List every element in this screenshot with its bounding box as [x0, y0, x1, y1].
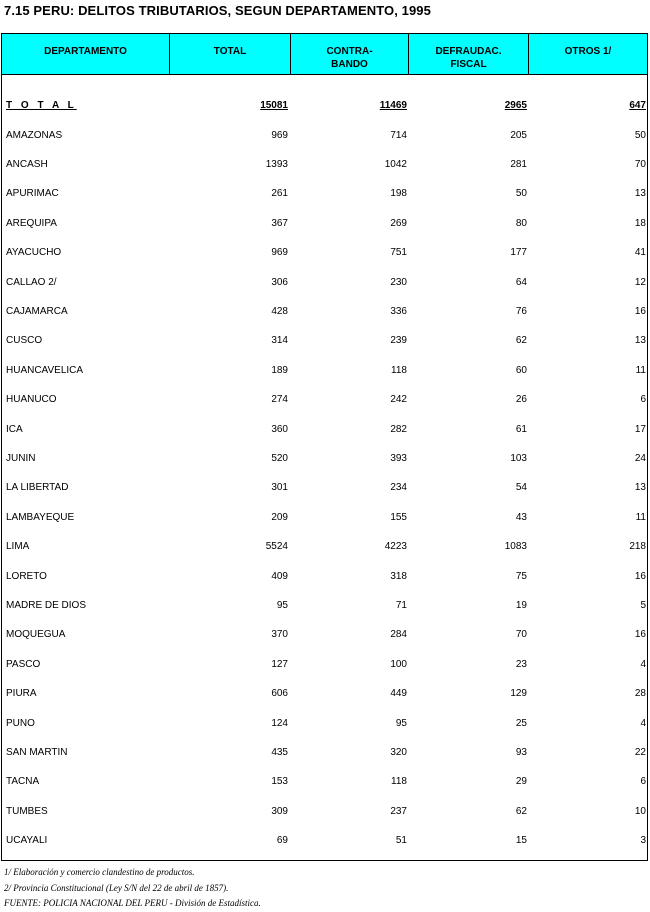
department-cell: APURIMAC: [6, 188, 59, 199]
defraudac-cell: 43: [515, 512, 527, 523]
table-row: [2, 305, 647, 319]
total-cell: 261: [271, 188, 288, 199]
department-cell: TACNA: [6, 776, 40, 787]
table-row: [2, 628, 647, 642]
table-row: [2, 540, 647, 554]
contrabando-cell: 237: [390, 806, 407, 817]
header-defraudac-fiscal: DEFRAUDAC. FISCAL: [409, 34, 529, 74]
contrabando-cell: 320: [390, 747, 407, 758]
table-row: [2, 717, 647, 731]
otros-cell: 4: [640, 718, 646, 729]
defraudac-cell: 26: [515, 394, 527, 405]
footnote-line: 1/ Elaboración y comercio clandestino de productos.: [4, 867, 195, 877]
table-row: [2, 129, 647, 143]
total-otros: 647: [629, 100, 646, 111]
otros-cell: 4: [640, 659, 646, 670]
contrabando-cell: 449: [390, 688, 407, 699]
table-row: [2, 158, 647, 172]
table-row: [2, 658, 647, 672]
defraudac-cell: 54: [515, 482, 527, 493]
department-cell: ANCASH: [6, 159, 48, 170]
contrabando-cell: 282: [390, 424, 407, 435]
otros-cell: 11: [635, 512, 646, 523]
footnote-line: 2/ Provincia Constitucional (Ley S/N del 22 de abril de 1857).: [4, 882, 229, 893]
defraudac-cell: 70: [515, 629, 527, 640]
table-row: [2, 481, 647, 495]
header-contrabando: CONTRA- BANDO: [291, 34, 409, 74]
contrabando-cell: 155: [390, 512, 407, 523]
total-cell: 435: [271, 747, 288, 758]
table-row: [2, 423, 647, 437]
contrabando-cell: 242: [390, 394, 407, 405]
otros-cell: 50: [634, 130, 646, 141]
department-cell: ICA: [6, 424, 23, 435]
total-cell: 360: [271, 424, 288, 435]
total-cell: 306: [271, 277, 288, 288]
department-cell: JUNIN: [6, 453, 36, 464]
total-contrabando: 11469: [379, 100, 407, 111]
otros-cell: 13: [634, 482, 646, 493]
department-cell: SAN MARTIN: [6, 747, 68, 758]
otros-cell: 6: [640, 394, 646, 405]
total-cell: 301: [271, 482, 288, 493]
total-total: 15081: [260, 100, 288, 111]
otros-cell: 5: [640, 600, 646, 611]
defraudac-cell: 15: [515, 835, 527, 846]
defraudac-cell: 93: [515, 747, 527, 758]
table-row: [2, 246, 647, 260]
table-row: [2, 217, 647, 231]
department-cell: LA LIBERTAD: [6, 482, 69, 493]
defraudac-cell: 75: [515, 571, 527, 582]
table-row: [2, 775, 647, 789]
department-cell: MADRE DE DIOS: [6, 600, 87, 611]
total-row: [2, 99, 647, 113]
header-total: TOTAL: [170, 34, 291, 74]
department-cell: PIURA: [6, 688, 37, 699]
department-cell: LAMBAYEQUE: [6, 512, 75, 523]
contrabando-cell: 269: [390, 218, 407, 229]
page-title: 7.15 PERU: DELITOS TRIBUTARIOS, SEGUN DEPARTAMENTO, 1995: [4, 3, 431, 18]
total-cell: 1393: [265, 159, 288, 170]
otros-cell: 18: [634, 218, 646, 229]
contrabando-cell: 393: [390, 453, 407, 464]
table-row: [2, 570, 647, 584]
total-label: T O T A L: [6, 100, 77, 111]
otros-cell: 28: [634, 688, 646, 699]
defraudac-cell: 129: [510, 688, 527, 699]
department-cell: MOQUEGUA: [6, 629, 66, 640]
header-otros: OTROS 1/: [564, 46, 612, 57]
total-cell: 309: [271, 806, 288, 817]
defraudac-cell: 29: [515, 776, 527, 787]
contrabando-cell: 714: [390, 130, 407, 141]
department-cell: LORETO: [6, 571, 47, 582]
otros-cell: 41: [634, 247, 646, 258]
department-cell: CUSCO: [6, 335, 43, 346]
total-cell: 314: [271, 335, 288, 346]
otros-cell: 24: [634, 453, 646, 464]
total-cell: 367: [271, 218, 288, 229]
footnote-line: FUENTE: POLICIA NACIONAL DEL PERU - División de Estadística.: [4, 898, 261, 908]
otros-cell: 3: [640, 835, 646, 846]
department-cell: AREQUIPA: [6, 218, 57, 229]
otros-cell: 13: [634, 188, 646, 199]
table-row: [2, 805, 647, 819]
footnotes: [4, 865, 261, 912]
contrabando-cell: 239: [390, 335, 407, 346]
defraudac-cell: 205: [510, 130, 527, 141]
contrabando-cell: 336: [390, 306, 407, 317]
contrabando-cell: 100: [390, 659, 407, 670]
contrabando-cell: 118: [391, 776, 407, 787]
otros-cell: 13: [634, 335, 646, 346]
total-defraudac: 2965: [504, 100, 527, 111]
department-cell: AMAZONAS: [6, 130, 63, 141]
department-cell: CAJAMARCA: [6, 306, 68, 317]
total-cell: 5524: [265, 541, 288, 552]
table-row: [2, 393, 647, 407]
otros-cell: 16: [634, 306, 646, 317]
table-row: [2, 187, 647, 201]
data-table: [1, 33, 648, 861]
total-cell: 95: [276, 600, 288, 611]
total-cell: 428: [271, 306, 288, 317]
contrabando-cell: 95: [395, 718, 407, 729]
table-row: [2, 687, 647, 701]
otros-cell: 218: [629, 541, 646, 552]
department-cell: HUANCAVELICA: [6, 365, 84, 376]
total-cell: 189: [271, 365, 288, 376]
defraudac-cell: 177: [510, 247, 527, 258]
contrabando-cell: 51: [395, 835, 407, 846]
defraudac-cell: 62: [515, 335, 527, 346]
total-cell: 969: [271, 130, 288, 141]
defraudac-cell: 50: [515, 188, 527, 199]
contrabando-cell: 71: [395, 600, 407, 611]
total-cell: 153: [271, 776, 288, 787]
contrabando-cell: 4223: [384, 541, 407, 552]
defraudac-cell: 19: [515, 600, 527, 611]
table-row: [2, 364, 647, 378]
total-cell: 209: [271, 512, 288, 523]
otros-cell: 12: [634, 277, 646, 288]
total-cell: 969: [271, 247, 288, 258]
table-row: [2, 276, 647, 290]
table-row: [2, 746, 647, 760]
otros-cell: 22: [634, 747, 646, 758]
header-departamento: DEPARTAMENTO: [2, 34, 170, 74]
department-cell: PUNO: [6, 718, 35, 729]
table-row: [2, 599, 647, 613]
total-cell: 606: [271, 688, 288, 699]
department-cell: CALLAO 2/: [6, 277, 57, 288]
otros-cell: 16: [634, 571, 646, 582]
total-cell: 127: [271, 659, 288, 670]
department-cell: AYACUCHO: [6, 247, 62, 258]
contrabando-cell: 198: [390, 188, 407, 199]
contrabando-cell: 751: [390, 247, 407, 258]
otros-cell: 70: [634, 159, 646, 170]
otros-cell: 16: [634, 629, 646, 640]
table-row: [2, 334, 647, 348]
department-cell: PASCO: [6, 659, 41, 670]
contrabando-cell: 118: [391, 365, 407, 376]
department-cell: HUANUCO: [6, 394, 57, 405]
department-cell: LIMA: [6, 541, 30, 552]
contrabando-cell: 284: [390, 629, 407, 640]
defraudac-cell: 1083: [504, 541, 527, 552]
defraudac-cell: 64: [515, 277, 527, 288]
otros-cell: 6: [640, 776, 646, 787]
department-cell: UCAYALI: [6, 835, 48, 846]
defraudac-cell: 80: [515, 218, 527, 229]
table-row: [2, 452, 647, 466]
defraudac-cell: 25: [515, 718, 527, 729]
defraudac-cell: 61: [515, 424, 527, 435]
otros-cell: 11: [635, 365, 646, 376]
department-cell: TUMBES: [6, 806, 48, 817]
total-cell: 274: [271, 394, 288, 405]
table-row: [2, 834, 647, 848]
contrabando-cell: 318: [390, 571, 407, 582]
defraudac-cell: 60: [515, 365, 527, 376]
defraudac-cell: 103: [510, 453, 527, 464]
defraudac-cell: 62: [515, 806, 527, 817]
total-cell: 409: [271, 571, 288, 582]
total-cell: 69: [276, 835, 288, 846]
table-row: [2, 511, 647, 525]
defraudac-cell: 76: [515, 306, 527, 317]
contrabando-cell: 230: [390, 277, 407, 288]
total-cell: 370: [271, 629, 288, 640]
defraudac-cell: 23: [515, 659, 527, 670]
defraudac-cell: 281: [510, 159, 527, 170]
total-cell: 124: [271, 718, 288, 729]
contrabando-cell: 234: [390, 482, 407, 493]
table-header: [2, 34, 647, 75]
otros-cell: 10: [634, 806, 646, 817]
contrabando-cell: 1042: [384, 159, 407, 170]
otros-cell: 17: [634, 424, 646, 435]
total-cell: 520: [271, 453, 288, 464]
